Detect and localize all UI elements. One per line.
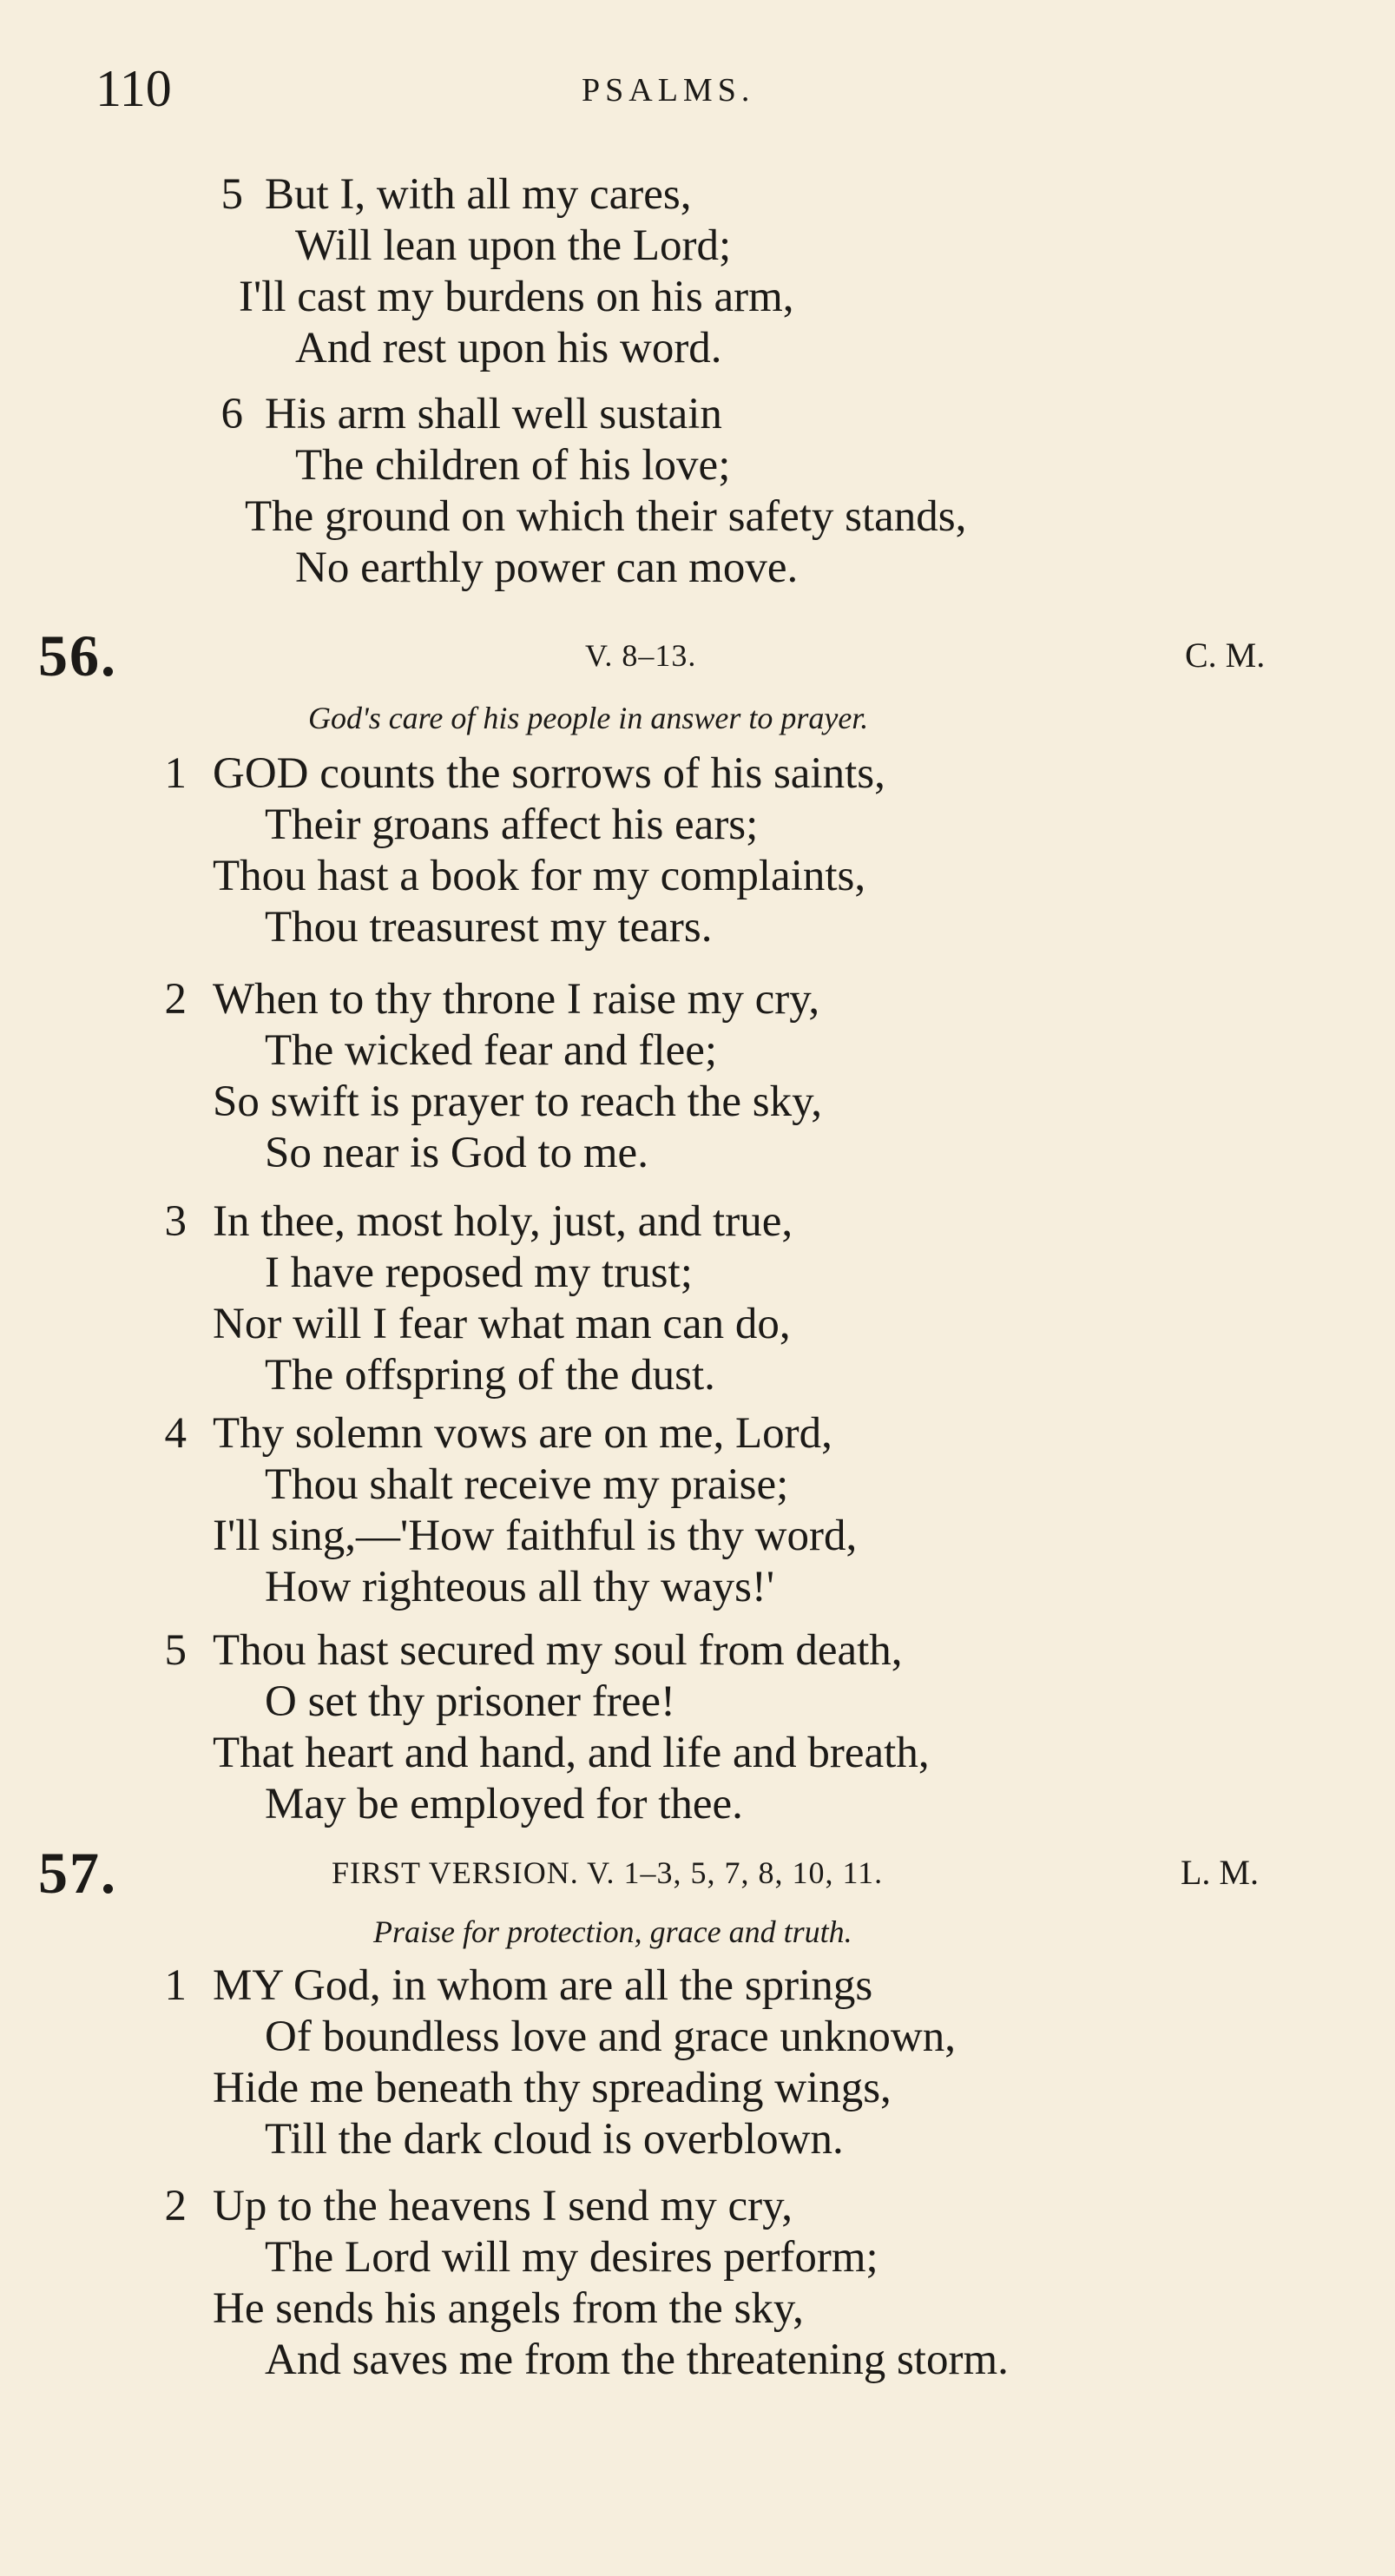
running-head: PSALMS.	[582, 72, 755, 109]
verse-line: And saves me from the threatening storm.	[265, 2336, 1009, 2384]
verse-line: Till the dark cloud is overblown.	[265, 2115, 844, 2164]
verse-line: Thou hast a book for my complaints,	[213, 852, 866, 900]
verse-line: Up to the heavens I send my cry,	[213, 2182, 793, 2230]
hymn-meter: L. M.	[1181, 1853, 1259, 1892]
verse-line: I have reposed my trust;	[265, 1248, 693, 1297]
verse-line: Thou treasurest my tears.	[265, 903, 713, 952]
hymn-57-stanza-1	[0, 1960, 1395, 2165]
hymn-57-stanza-2	[0, 2181, 1395, 2386]
verse-line: No earthly power can move.	[295, 544, 799, 592]
hymn-56-stanza-5	[0, 1625, 1395, 1830]
verse-line: In thee, most holy, just, and true,	[213, 1197, 793, 1246]
stanza-number: 5	[220, 170, 243, 219]
page-number: 110	[95, 60, 172, 117]
hymn-57-heading	[0, 1840, 1395, 1906]
verse-line: When to thy throne I raise my cry,	[213, 975, 820, 1024]
verse-line: He sends his angels from the sky,	[213, 2284, 804, 2333]
verse-line: Thou shalt receive my praise;	[265, 1460, 789, 1509]
verse-line: Hide me beneath thy spreading wings,	[213, 2064, 892, 2112]
verse-line: That heart and hand, and life and breath,	[213, 1729, 930, 1777]
continuation-stanza-5	[0, 169, 1395, 374]
stanza-number: 6	[220, 390, 243, 438]
verse-line: The children of his love;	[295, 441, 731, 490]
verse-line: MY God, in whom are all the springs	[213, 1961, 873, 2010]
verse-line: Of boundless love and grace unknown,	[265, 2013, 956, 2061]
hymn-56-stanza-4	[0, 1408, 1395, 1613]
verse-line: May be employed for thee.	[265, 1780, 743, 1828]
hymn-meter: C. M.	[1185, 636, 1266, 675]
verse-line: Their groans affect his ears;	[265, 800, 759, 849]
hymn-56-stanza-2	[0, 974, 1395, 1179]
stanza-number: 2	[164, 2182, 187, 2230]
continuation-stanza-6	[0, 389, 1395, 594]
hymn-number: 56.	[38, 623, 117, 688]
hymn-reference: FIRST VERSION. V. 1–3, 5, 7, 8, 10, 11.	[332, 1855, 884, 1890]
verse-line: Will lean upon the Lord;	[295, 221, 732, 270]
verse-line: The Lord will my desires perform;	[265, 2233, 878, 2282]
verse-line: So near is God to me.	[265, 1129, 648, 1177]
verse-line: The wicked fear and flee;	[265, 1026, 718, 1075]
verse-line: How righteous all thy ways!'	[265, 1563, 775, 1611]
verse-line: Nor will I fear what man can do,	[213, 1300, 791, 1348]
stanza-number: 4	[164, 1409, 187, 1458]
stanza-number: 3	[164, 1197, 187, 1246]
verse-line: I'll cast my burdens on his arm,	[239, 273, 794, 321]
hymn-57-subtitle: Praise for protection, grace and truth.	[373, 1914, 852, 1949]
verse-line: The offspring of the dust.	[265, 1351, 715, 1400]
hymn-56-subtitle: God's care of his people in answer to prayer.	[308, 701, 869, 735]
hymn-reference: V. 8–13.	[585, 638, 697, 673]
stanza-number: 1	[164, 749, 187, 798]
stanza-number: 5	[164, 1626, 187, 1675]
verse-line: So swift is prayer to reach the sky,	[213, 1077, 823, 1126]
verse-line: GOD counts the sorrows of his saints,	[213, 749, 885, 798]
hymn-56-heading	[0, 625, 1395, 686]
verse-line: I'll sing,—'How faithful is thy word,	[213, 1512, 858, 1560]
verse-line: O set thy prisoner free!	[265, 1677, 675, 1726]
verse-line: The ground on which their safety stands,	[245, 492, 967, 541]
verse-line: But I, with all my cares,	[265, 170, 692, 219]
page-header	[95, 54, 1293, 123]
hymn-number: 57.	[38, 1840, 117, 1906]
hymn-56-stanza-1	[0, 748, 1395, 953]
hymn-56-stanza-3	[0, 1196, 1395, 1401]
verse-line: His arm shall well sustain	[265, 390, 722, 438]
verse-line: And rest upon his word.	[295, 324, 722, 372]
stanza-number: 2	[164, 975, 187, 1024]
stanza-number: 1	[164, 1961, 187, 2010]
verse-line: Thou hast secured my soul from death,	[213, 1626, 903, 1675]
verse-line: Thy solemn vows are on me, Lord,	[213, 1409, 832, 1458]
